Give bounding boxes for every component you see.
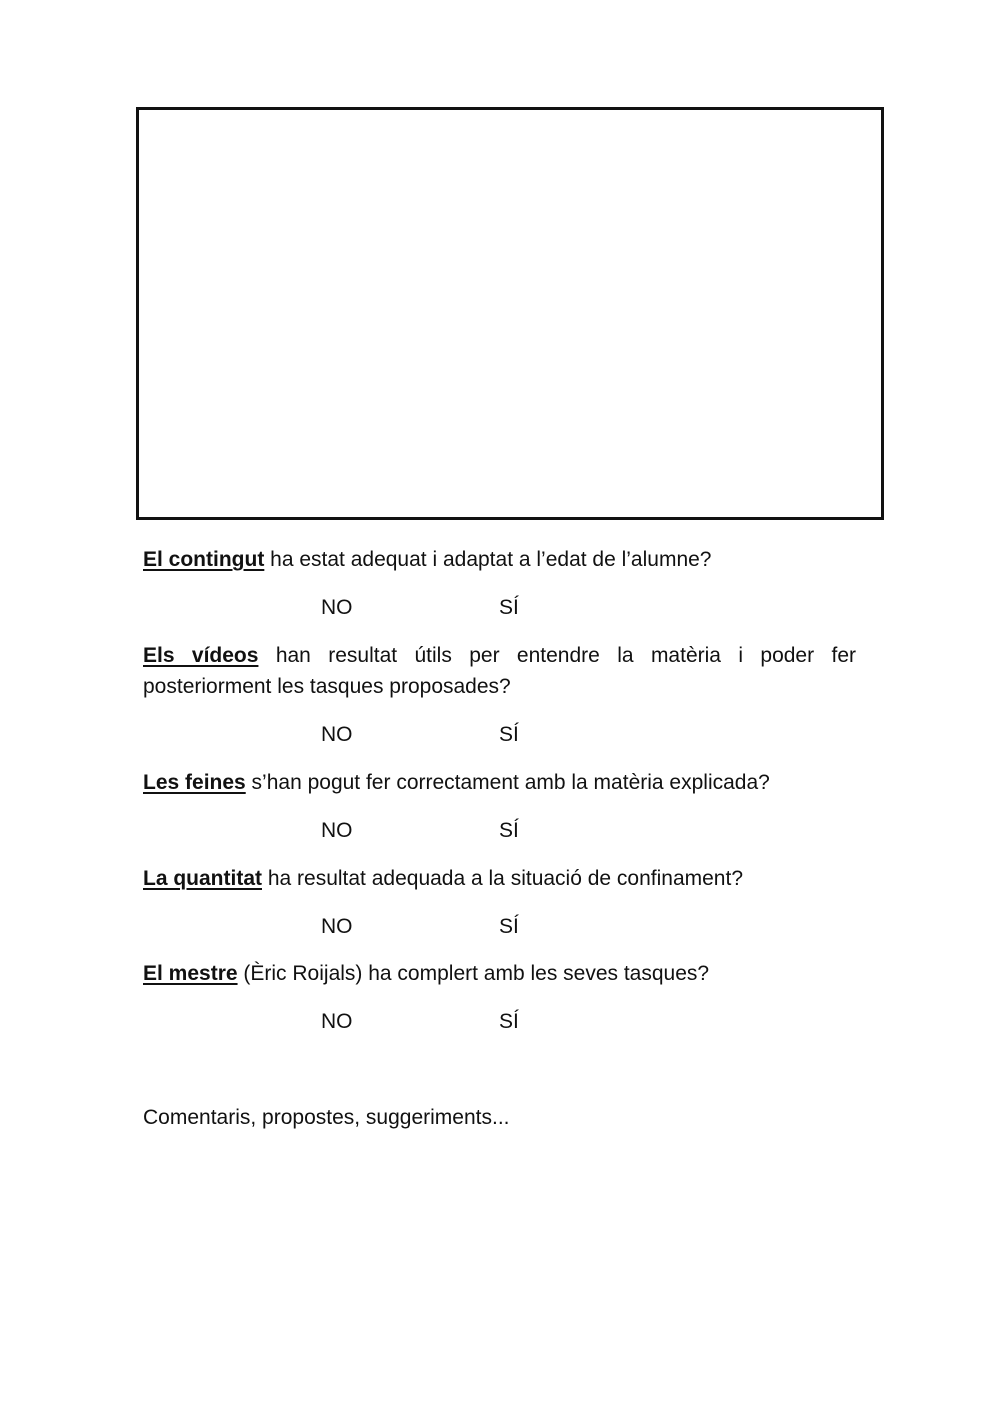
- question-keyword: El contingut: [143, 548, 265, 571]
- question-videos: [143, 640, 856, 702]
- answer-yes-option[interactable]: SÍ: [499, 596, 519, 619]
- question-text: (Èric Roijals) ha complert amb les seves tasques?: [237, 962, 710, 985]
- question-tasks: [143, 767, 856, 798]
- answer-no-option[interactable]: NO: [321, 723, 353, 746]
- answer-yes-option[interactable]: SÍ: [499, 915, 519, 938]
- image-frame: [136, 107, 884, 520]
- question-keyword: La quantitat: [143, 867, 262, 890]
- answer-no-option[interactable]: NO: [321, 819, 353, 842]
- answer-no-option[interactable]: NO: [321, 1010, 353, 1033]
- question-text: han resultat útils per entendre la matèria i poder fer posteriorment les tasques proposades?: [143, 644, 856, 698]
- question-teacher: [143, 958, 856, 989]
- question-quantity: [143, 863, 856, 894]
- answer-yes-option[interactable]: SÍ: [499, 723, 519, 746]
- question-keyword: El mestre: [143, 962, 238, 985]
- question-keyword: Les feines: [143, 771, 246, 794]
- question-content: [143, 544, 856, 575]
- answer-yes-option[interactable]: SÍ: [499, 819, 519, 842]
- answer-no-option[interactable]: NO: [321, 596, 353, 619]
- question-text: ha estat adequat i adaptat a l’edat de l’alumne?: [264, 548, 712, 571]
- question-text: ha resultat adequada a la situació de confinament?: [262, 867, 744, 890]
- comments-label: Comentaris, propostes, suggeriments...: [143, 1106, 510, 1129]
- question-keyword: Els vídeos: [143, 644, 259, 667]
- answer-no-option[interactable]: NO: [321, 915, 353, 938]
- question-text: s’han pogut fer correctament amb la matèria explicada?: [245, 771, 770, 794]
- answer-yes-option[interactable]: SÍ: [499, 1010, 519, 1033]
